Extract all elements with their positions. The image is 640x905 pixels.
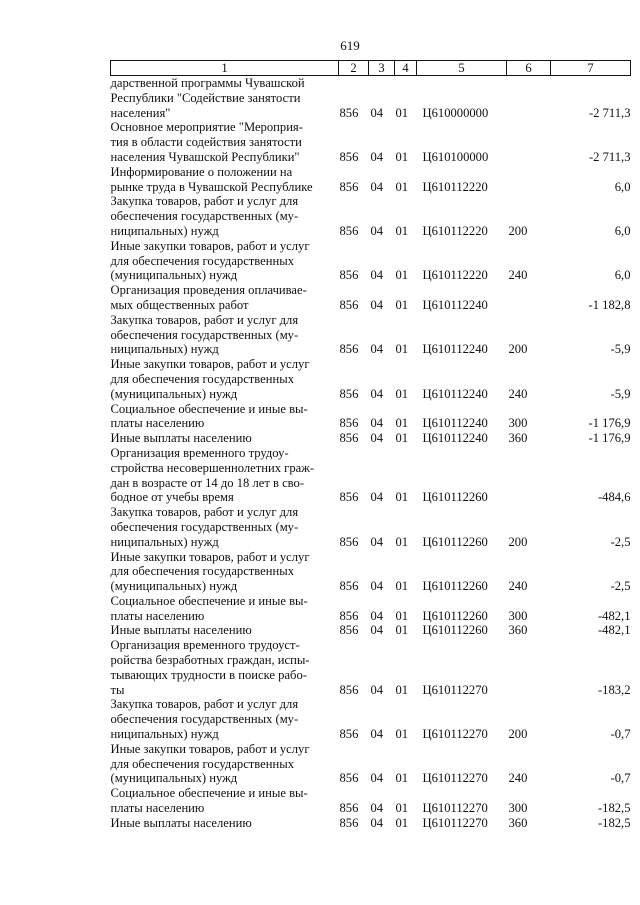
row-amount: -182,5 <box>597 815 631 830</box>
row-subsection-code: 01 <box>395 771 409 786</box>
table-header <box>111 61 631 76</box>
description-line: ройства безработных граждан, испы- <box>110 653 310 668</box>
row-target-article-code: Ц610112260 <box>422 608 488 623</box>
row-expense-type-code: 200 <box>508 534 528 549</box>
row-description <box>111 194 339 238</box>
row-expense-type-code: 300 <box>508 416 528 431</box>
row-section-code: 04 <box>370 105 384 120</box>
description-line: Информирование о положении на <box>110 164 293 179</box>
row-section-code: 04 <box>370 297 384 312</box>
row-grbs-code: 856 <box>339 727 359 742</box>
row-subsection-code: 01 <box>395 342 409 357</box>
row-amount: -5,9 <box>610 342 631 357</box>
row-subsection-code: 01 <box>395 801 409 816</box>
row-description <box>111 165 339 195</box>
row-subsection-code: 01 <box>395 608 409 623</box>
table-row <box>111 165 631 195</box>
description-line: Закупка товаров, работ и услуг для <box>110 312 299 327</box>
row-description <box>111 623 339 638</box>
table-row <box>111 816 631 831</box>
row-description <box>111 76 339 121</box>
description-line: (муниципальных) нужд <box>110 386 238 401</box>
description-line: населения Чувашской Республики" <box>110 149 300 164</box>
description-line: рынке труда в Чувашской Республике <box>110 179 313 194</box>
description-line: Закупка товаров, работ и услуг для <box>110 505 299 520</box>
row-expense-type-code: 240 <box>508 771 528 786</box>
description-line: Иные закупки товаров, работ и услуг <box>110 238 310 253</box>
row-amount: -2,5 <box>610 579 631 594</box>
row-section-code: 04 <box>370 268 384 283</box>
row-subsection-code: 01 <box>395 682 409 697</box>
row-section-code: 04 <box>370 608 384 623</box>
row-subsection-code: 01 <box>395 386 409 401</box>
description-line: Организация проведения оплачивае- <box>110 283 307 298</box>
row-expense-type-code <box>507 283 551 313</box>
row-amount: -482,1 <box>597 608 631 623</box>
table-row <box>111 446 631 505</box>
row-description <box>111 239 339 283</box>
row-description <box>111 431 339 446</box>
row-subsection-code: 01 <box>395 623 409 638</box>
row-section-code: 04 <box>370 490 384 505</box>
description-line: платы населению <box>110 608 205 623</box>
row-grbs-code: 856 <box>339 342 359 357</box>
row-amount: 6,0 <box>614 268 631 283</box>
column-header-grbs: 2 <box>339 61 369 76</box>
description-line: населения" <box>110 105 171 120</box>
description-line: обеспечения государственных (му- <box>110 209 299 224</box>
description-line: обеспечения государственных (му- <box>110 712 299 727</box>
row-section-code: 04 <box>370 431 384 446</box>
row-grbs-code: 856 <box>339 386 359 401</box>
table-row <box>111 505 631 549</box>
description-line: платы населению <box>110 416 205 431</box>
description-line: (муниципальных) нужд <box>110 268 238 283</box>
row-grbs-code: 856 <box>339 801 359 816</box>
row-target-article-code: Ц610112260 <box>422 490 488 505</box>
description-line: Иные закупки товаров, работ и услуг <box>110 357 310 372</box>
row-target-article-code: Ц610112270 <box>422 801 488 816</box>
row-subsection-code: 01 <box>395 268 409 283</box>
row-expense-type-code: 240 <box>508 579 528 594</box>
table-row <box>111 357 631 401</box>
description-line: платы населению <box>110 801 205 816</box>
row-section-code: 04 <box>370 623 384 638</box>
row-section-code: 04 <box>370 342 384 357</box>
row-subsection-code: 01 <box>395 223 409 238</box>
row-expense-type-code <box>507 165 551 195</box>
column-header-target-article: 5 <box>417 61 507 76</box>
row-section-code: 04 <box>370 801 384 816</box>
description-line: Республики "Содействие занятости <box>110 90 301 105</box>
row-description <box>111 742 339 786</box>
table-row <box>111 283 631 313</box>
row-grbs-code: 856 <box>339 623 359 638</box>
description-line: (муниципальных) нужд <box>110 771 238 786</box>
description-line: Иные выплаты населению <box>110 623 252 638</box>
table-row <box>111 239 631 283</box>
column-header-expense-type: 6 <box>507 61 551 76</box>
table-row <box>111 697 631 741</box>
row-subsection-code: 01 <box>395 179 409 194</box>
description-line: тия в области содействия занятости <box>110 135 302 150</box>
row-section-code: 04 <box>370 579 384 594</box>
row-section-code: 04 <box>370 179 384 194</box>
row-description <box>111 446 339 505</box>
row-grbs-code: 856 <box>339 268 359 283</box>
row-expense-type-code: 300 <box>508 801 528 816</box>
row-description <box>111 283 339 313</box>
row-target-article-code: Ц610112260 <box>422 623 488 638</box>
row-amount: 6,0 <box>614 179 631 194</box>
row-amount: -183,2 <box>597 682 631 697</box>
description-line: для обеспечения государственных <box>110 253 295 268</box>
row-target-article-code: Ц610112260 <box>422 534 488 549</box>
description-line: обеспечения государственных (му- <box>110 519 299 534</box>
table-row <box>111 594 631 624</box>
row-section-code: 04 <box>370 223 384 238</box>
description-line: ты <box>110 682 125 697</box>
row-section-code: 04 <box>370 727 384 742</box>
row-expense-type-code: 360 <box>508 815 528 830</box>
row-expense-type-code <box>507 446 551 505</box>
row-amount: -1 176,9 <box>588 416 631 431</box>
table-row <box>111 431 631 446</box>
table-row <box>111 638 631 697</box>
row-target-article-code: Ц610112260 <box>422 579 488 594</box>
row-amount: -1 176,9 <box>588 431 631 446</box>
row-amount: -2 711,3 <box>588 149 631 164</box>
row-grbs-code: 856 <box>339 771 359 786</box>
row-expense-type-code: 200 <box>508 342 528 357</box>
row-section-code: 04 <box>370 416 384 431</box>
row-expense-type-code: 360 <box>508 623 528 638</box>
row-section-code: 04 <box>370 386 384 401</box>
row-amount: -1 182,8 <box>588 297 631 312</box>
row-description <box>111 550 339 594</box>
row-expense-type-code <box>507 120 551 164</box>
row-description <box>111 313 339 357</box>
table-row <box>111 550 631 594</box>
row-grbs-code: 856 <box>339 682 359 697</box>
table-row <box>111 742 631 786</box>
header-row <box>111 61 631 76</box>
column-header-description: 1 <box>111 61 339 76</box>
description-line: бодное от учебы время <box>110 490 234 505</box>
row-amount: -0,7 <box>610 771 631 786</box>
column-header-subsection: 4 <box>395 61 417 76</box>
row-grbs-code: 856 <box>339 815 359 830</box>
table-row <box>111 76 631 121</box>
description-line: (муниципальных) нужд <box>110 579 238 594</box>
row-section-code: 04 <box>370 682 384 697</box>
table-row <box>111 194 631 238</box>
row-target-article-code: Ц610112240 <box>422 431 488 446</box>
row-expense-type-code: 200 <box>508 223 528 238</box>
table-row <box>111 786 631 816</box>
row-description <box>111 786 339 816</box>
row-section-code: 04 <box>370 149 384 164</box>
description-line: Социальное обеспечение и иные вы- <box>110 401 308 416</box>
row-grbs-code: 856 <box>339 579 359 594</box>
description-line: тывающих трудности в поиске рабо- <box>110 667 307 682</box>
row-subsection-code: 01 <box>395 431 409 446</box>
table-row <box>111 402 631 432</box>
description-line: ниципальных) нужд <box>110 534 219 549</box>
row-expense-type-code <box>507 76 551 121</box>
row-description <box>111 697 339 741</box>
row-description <box>111 594 339 624</box>
row-grbs-code: 856 <box>339 416 359 431</box>
description-line: Иные выплаты населению <box>110 431 252 446</box>
row-target-article-code: Ц610112240 <box>422 416 488 431</box>
row-target-article-code: Ц610000000 <box>422 105 489 120</box>
row-target-article-code: Ц610100000 <box>422 149 489 164</box>
table-row <box>111 313 631 357</box>
row-description <box>111 505 339 549</box>
description-line: Закупка товаров, работ и услуг для <box>110 194 299 209</box>
description-line: Основное мероприятие "Мероприя- <box>110 120 303 135</box>
description-line: Организация временного трудоуст- <box>110 638 300 653</box>
budget-table <box>110 60 631 831</box>
description-line: ниципальных) нужд <box>110 342 219 357</box>
column-header-section: 3 <box>369 61 395 76</box>
description-line: дарственной программы Чувашской <box>110 76 305 90</box>
row-grbs-code: 856 <box>339 490 359 505</box>
row-amount: 6,0 <box>614 223 631 238</box>
row-target-article-code: Ц610112220 <box>422 223 488 238</box>
row-amount: -484,6 <box>597 490 631 505</box>
row-amount: -0,7 <box>610 727 631 742</box>
row-amount: -182,5 <box>597 801 631 816</box>
table-row <box>111 623 631 638</box>
row-target-article-code: Ц610112220 <box>422 179 488 194</box>
row-subsection-code: 01 <box>395 727 409 742</box>
row-target-article-code: Ц610112220 <box>422 268 488 283</box>
description-line: Социальное обеспечение и иные вы- <box>110 786 308 801</box>
row-grbs-code: 856 <box>339 534 359 549</box>
row-amount: -482,1 <box>597 623 631 638</box>
description-line: Социальное обеспечение и иные вы- <box>110 593 308 608</box>
row-expense-type-code: 240 <box>508 268 528 283</box>
row-subsection-code: 01 <box>395 579 409 594</box>
description-line: для обеспечения государственных <box>110 756 295 771</box>
row-amount: -5,9 <box>610 386 631 401</box>
row-subsection-code: 01 <box>395 105 409 120</box>
description-line: Иные закупки товаров, работ и услуг <box>110 741 310 756</box>
row-section-code: 04 <box>370 815 384 830</box>
row-section-code: 04 <box>370 771 384 786</box>
row-grbs-code: 856 <box>339 297 359 312</box>
row-expense-type-code <box>507 638 551 697</box>
row-subsection-code: 01 <box>395 490 409 505</box>
row-subsection-code: 01 <box>395 815 409 830</box>
row-expense-type-code: 240 <box>508 386 528 401</box>
description-line: ниципальных) нужд <box>110 727 219 742</box>
row-grbs-code: 856 <box>339 105 359 120</box>
row-target-article-code: Ц610112240 <box>422 342 488 357</box>
row-subsection-code: 01 <box>395 534 409 549</box>
description-line: для обеспечения государственных <box>110 564 295 579</box>
description-line: Закупка товаров, работ и услуг для <box>110 697 299 712</box>
row-description <box>111 402 339 432</box>
row-amount: -2,5 <box>610 534 631 549</box>
row-grbs-code: 856 <box>339 223 359 238</box>
description-line: дан в возрасте от 14 до 18 лет в сво- <box>110 475 305 490</box>
row-expense-type-code: 360 <box>508 431 528 446</box>
description-line: обеспечения государственных (му- <box>110 327 299 342</box>
description-line: ниципальных) нужд <box>110 223 219 238</box>
row-amount: -2 711,3 <box>588 105 631 120</box>
row-target-article-code: Ц610112270 <box>422 682 488 697</box>
row-grbs-code: 856 <box>339 179 359 194</box>
row-description <box>111 357 339 401</box>
row-subsection-code: 01 <box>395 149 409 164</box>
row-subsection-code: 01 <box>395 297 409 312</box>
row-grbs-code: 856 <box>339 431 359 446</box>
page-number: 619 <box>340 38 360 53</box>
description-line: для обеспечения государственных <box>110 371 295 386</box>
description-line: стройства несовершеннолетних граж- <box>110 460 315 475</box>
row-grbs-code: 856 <box>339 149 359 164</box>
description-line: Иные выплаты населению <box>110 815 252 830</box>
row-target-article-code: Ц610112240 <box>422 386 488 401</box>
row-subsection-code: 01 <box>395 416 409 431</box>
row-description <box>111 816 339 831</box>
row-description <box>111 638 339 697</box>
table-body <box>111 76 631 831</box>
row-description <box>111 120 339 164</box>
column-header-amount: 7 <box>551 61 631 76</box>
description-line: Организация временного трудоу- <box>110 445 289 460</box>
row-target-article-code: Ц610112270 <box>422 771 488 786</box>
row-expense-type-code: 300 <box>508 608 528 623</box>
description-line: мых общественных работ <box>110 297 249 312</box>
row-target-article-code: Ц610112240 <box>422 297 488 312</box>
row-target-article-code: Ц610112270 <box>422 815 488 830</box>
description-line: Иные закупки товаров, работ и услуг <box>110 549 310 564</box>
row-grbs-code: 856 <box>339 608 359 623</box>
row-section-code: 04 <box>370 534 384 549</box>
row-expense-type-code: 200 <box>508 727 528 742</box>
table-row <box>111 120 631 164</box>
row-target-article-code: Ц610112270 <box>422 727 488 742</box>
